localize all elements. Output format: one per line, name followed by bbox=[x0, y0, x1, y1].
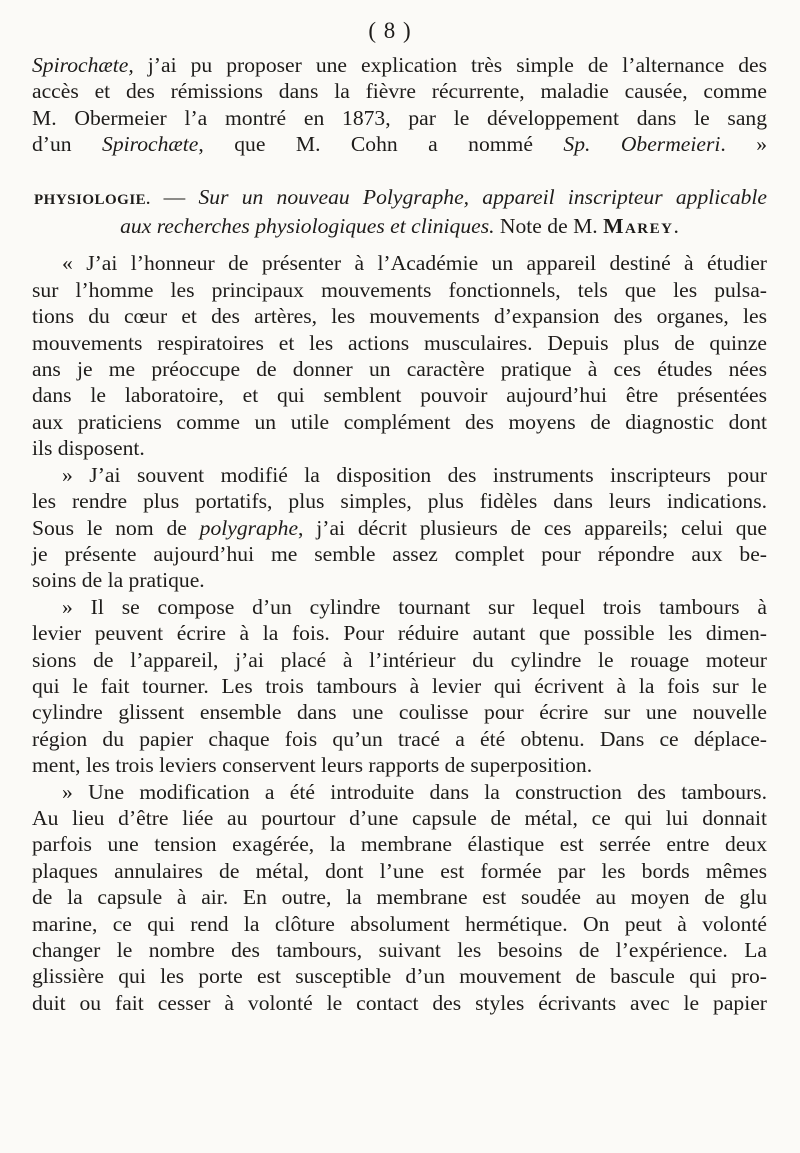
section-label: PHYSIOLOGIE. bbox=[34, 191, 151, 208]
text-line: changer le nombre des tambours, suivant les besoins de l’expérience. La bbox=[32, 938, 767, 962]
text-line: M. Obermeier l’a montré en 1873, par le développement dans le sang bbox=[32, 105, 767, 130]
text-line: les rendre plus portatifs, plus simples, plus fidèles dans leurs indications. bbox=[32, 489, 767, 514]
text-line bbox=[32, 515, 767, 541]
text-line: qui le fait tourner. Les trois tambours à levier qui écrivent à la fois sur le bbox=[32, 673, 767, 698]
paragraph-2 bbox=[32, 462, 767, 594]
text-line: levier peuvent écrire à la fois. Pour réduire autant que possible les dimen- bbox=[32, 621, 767, 646]
italic-term: Spirochæte bbox=[102, 132, 199, 157]
text-line: » Une modification a été introduite dans la construction des tambours. bbox=[62, 779, 767, 804]
author-name: Marey bbox=[603, 214, 674, 239]
line-text: , que M. Cohn a nommé bbox=[198, 132, 564, 157]
text-line: cylindre glissent ensemble dans une coulisse pour écrire sur une nouvelle bbox=[32, 700, 767, 725]
text-line: » Il se compose d’un cylindre tournant sur lequel trois tambours à bbox=[62, 594, 767, 619]
note-suffix: . bbox=[673, 214, 679, 239]
line-text: , j’ai décrit plusieurs de ces appareils; celui que bbox=[298, 515, 767, 540]
line-text: j’ai pu proposer une explication très simple de l’alternance des bbox=[133, 53, 767, 77]
text-line: accès et des rémissions dans la fièvre récurrente, maladie causée, comme bbox=[32, 79, 767, 104]
text-line: ans je me préoccupe de donner un caractère pratique à ces études nées bbox=[32, 357, 767, 382]
text-line: marine, ce qui rend la clôture absolument hermétique. On peut à volonté bbox=[32, 911, 767, 936]
page-number: ( 8 ) bbox=[368, 18, 412, 43]
text-line: » J’ai souvent modifié la disposition des instruments inscripteurs pour bbox=[62, 462, 767, 487]
text-line: de la capsule à air. En outre, la membrane est soudée au moyen de glu bbox=[32, 885, 767, 910]
text-line: « J’ai l’honneur de présenter à l’Académie un appareil destiné à étudier bbox=[62, 251, 767, 276]
text-line: région du papier chaque fois qu’un tracé a été obtenu. Dans ce déplace- bbox=[32, 726, 767, 751]
text-line: aux praticiens comme un utile complément des moyens de diagnostic dont bbox=[32, 409, 767, 434]
text-line: tions du cœur et des artères, les mouvements d’expansion des organes, les bbox=[32, 304, 767, 329]
paragraph-1 bbox=[32, 250, 767, 461]
text-line bbox=[32, 131, 767, 157]
paragraph-3 bbox=[32, 594, 767, 779]
text-line: duit ou fait cesser à volonté le contact des styles écrivants avec le papier bbox=[32, 990, 767, 1015]
text-line: parfois une tension exagérée, la membrane élastique est serrée entre deux bbox=[32, 832, 767, 857]
line-text: . » bbox=[720, 132, 768, 157]
text-line: ils disposent. bbox=[32, 436, 145, 461]
heading-line bbox=[32, 184, 767, 213]
italic-term: Sp. Obermeieri bbox=[563, 132, 721, 157]
text-line: soins de la pratique. bbox=[32, 568, 205, 593]
text-line: plaques annulaires de métal, dont l’une est formée par les bords mêmes bbox=[32, 858, 767, 883]
text-line: Au lieu d’être liée au pourtour d’une capsule de métal, ce qui lui donnait bbox=[32, 805, 767, 830]
text-line: je présente aujourd’hui me semble assez complet pour répondre aux be- bbox=[32, 541, 767, 566]
dash: — bbox=[150, 184, 199, 209]
line-text: d’un bbox=[32, 132, 103, 157]
heading-line bbox=[32, 213, 767, 239]
line-text: Sous le nom de bbox=[32, 515, 200, 540]
italic-term: Spirochæte, bbox=[32, 53, 134, 77]
italic-term: polygraphe bbox=[199, 515, 299, 540]
intro-paragraph bbox=[32, 52, 767, 158]
paragraph-4 bbox=[32, 779, 767, 1017]
text-line: mouvements respiratoires et les actions musculaires. Depuis plus de quinze bbox=[32, 330, 767, 355]
text-line: sions de l’appareil, j’ai placé à l’intérieur du cylindre le rouage moteur bbox=[32, 647, 767, 672]
text-line: ment, les trois leviers conservent leurs rapports de superposition. bbox=[32, 753, 593, 778]
note-prefix: Note de M. bbox=[494, 214, 604, 239]
text-line: sur l’homme les principaux mouvements fonctionnels, tels que les pulsa- bbox=[32, 277, 767, 302]
text-line bbox=[32, 52, 767, 78]
section-heading bbox=[32, 184, 767, 240]
section-title-line1: Sur un nouveau Polygraphe, appareil inscripteur applicable bbox=[198, 184, 768, 209]
text-line: glissière qui les porte est susceptible d’un mouvement de bascule qui pro- bbox=[32, 964, 767, 989]
section-title-line2: aux recherches physiologiques et cliniques. bbox=[120, 214, 495, 239]
text-line: dans le laboratoire, et qui semblent pouvoir aujourd’hui être présentées bbox=[32, 383, 767, 408]
document-body bbox=[32, 52, 767, 1016]
